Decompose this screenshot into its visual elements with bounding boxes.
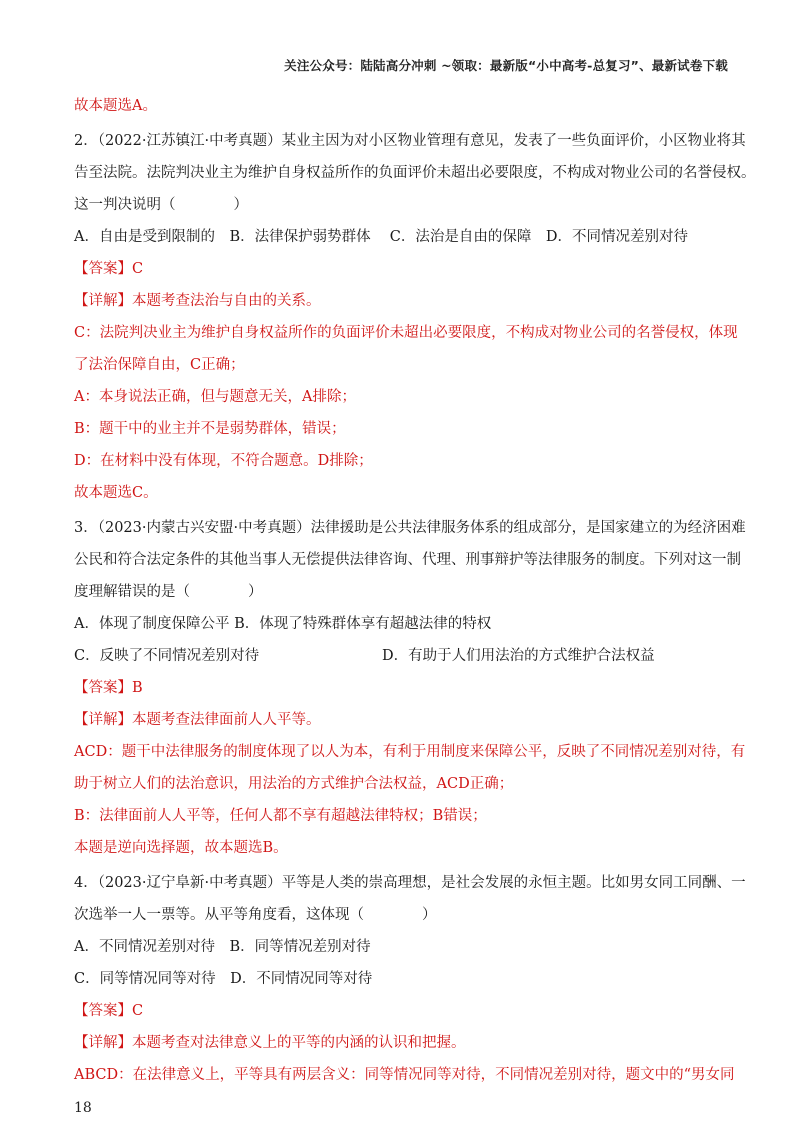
explanation-text: C：法院判决业主为维护自身权益所作的负面评价未超出必要限度，不构成对物业公司的名誉侵权，体现 — [74, 325, 738, 341]
explanation-text: B：题干中的业主并不是弱势群体，错误； — [74, 421, 346, 437]
answer-label: 【答案】B — [74, 680, 143, 696]
explanation-text: 【详解】本题考查法律面前人人平等。 — [74, 712, 321, 728]
explanation-text: 助于树立人们的法治意识，用法治的方式维护合法权益，ACD正确； — [74, 776, 514, 792]
question-3-stem: 度理解错误的是（ ） — [74, 584, 263, 600]
explanation-text: 【详解】本题考查对法律意义上的平等的内涵的认识和把握。 — [74, 1035, 466, 1051]
question-2-options: A．自由是受到限制的 B．法律保护弱势群体 C．法治是自由的保障 D．不同情况差别对待 — [74, 229, 688, 245]
question-2-stem: 这一判决说明（ ） — [74, 197, 248, 213]
explanation-text: 了法治保障自由，C正确； — [74, 357, 245, 373]
explanation-text: D：在材料中没有体现，不符合题意。D排除； — [74, 453, 373, 469]
question-2-stem: 2．（2022·江苏镇江·中考真题）某业主因为对小区物业管理有意见，发表了一些负面评价，小区物业将其 — [74, 133, 746, 149]
explanation-text: 【详解】本题考查法治与自由的关系。 — [74, 293, 321, 309]
question-3-option-d: D．有助于人们用法治的方式维护合法权益 — [382, 648, 655, 664]
question-4-options: C．同等情况同等对待 D．不同情况同等对待 — [74, 971, 373, 987]
question-3-stem: 3．（2023·内蒙古兴安盟·中考真题）法律援助是公共法律服务体系的组成部分，是国家建立的为经济困难 — [74, 520, 746, 536]
explanation-text: ABCD：在法律意义上，平等具有两层含义：同等情况同等对待，不同情况差别对待，题文中的“男女同 — [74, 1067, 735, 1083]
explanation-text: B：法律面前人人平等，任何人都不享有超越法律特权；B错误； — [74, 808, 487, 824]
question-3-options: A．体现了制度保障公平 B．体现了特殊群体享有超越法律的特权 — [74, 616, 492, 632]
question-2-stem: 告至法院。法院判决业主为维护自身权益所作的负面评价未超出必要限度，不构成对物业公司的名誉侵权。 — [74, 165, 756, 181]
question-4-stem: 次选举一人一票等。从平等角度看，这体现（ ） — [74, 907, 437, 923]
page-number: 18 — [74, 1100, 92, 1116]
answer-label: 【答案】C — [74, 261, 144, 277]
question-4-stem: 4．（2023·辽宁阜新·中考真题）平等是人类的崇高理想，是社会发展的永恒主题。比如男女同工同酬、一 — [74, 875, 746, 891]
question-3-option-c: C．反映了不同情况差别对待 — [74, 648, 260, 664]
explanation-text: A：本身说法正确，但与题意无关，A排除； — [74, 389, 356, 405]
conclusion-text: 故本题选A。 — [74, 98, 157, 114]
answer-label: 【答案】C — [74, 1003, 144, 1019]
conclusion-text: 故本题选C。 — [74, 485, 158, 501]
question-4-options: A．不同情况差别对待 B．同等情况差别对待 — [74, 939, 371, 955]
explanation-text: ACD：题干中法律服务的制度体现了以人为本，有利于用制度来保障公平，反映了不同情况差别对待，有 — [74, 744, 746, 760]
question-3-stem: 公民和符合法定条件的其他当事人无偿提供法律咨询、代理、刑事辩护等法律服务的制度。下列对这一制 — [74, 552, 741, 568]
conclusion-text: 本题是逆向选择题，故本题选B。 — [74, 840, 288, 856]
page-header: 关注公众号：陆陆高分冲刺 ~领取：最新版“小中高考-总复习”、最新试卷下载 — [284, 58, 728, 73]
